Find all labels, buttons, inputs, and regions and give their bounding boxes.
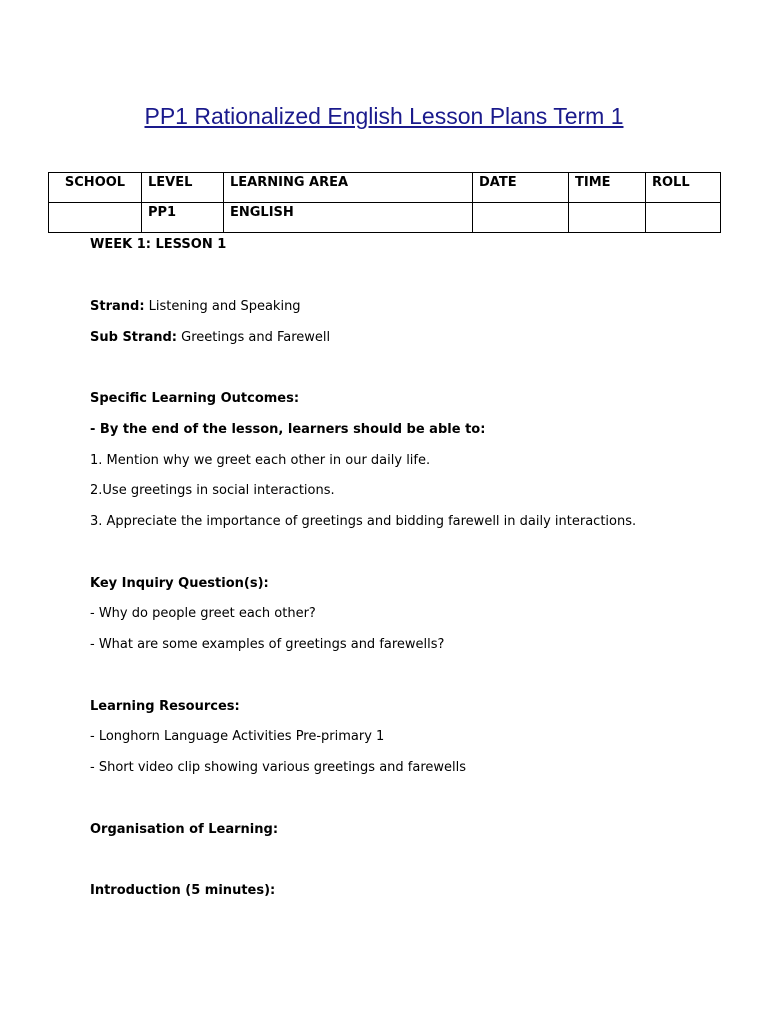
cell-time <box>569 203 646 233</box>
list-item: - Why do people greet each other? <box>90 606 316 621</box>
header-cell-learning-area: LEARNING AREA <box>224 173 473 203</box>
list-item: - Short video clip showing various greetings and farewells <box>90 760 467 775</box>
header-cell-roll: ROLL <box>646 173 721 203</box>
cell-level: PP1 <box>142 203 224 233</box>
resources-heading: Learning Resources: <box>90 699 240 714</box>
substrand-value: Greetings and Farewell <box>181 330 331 345</box>
outcomes-heading: Specific Learning Outcomes: <box>90 391 300 406</box>
header-cell-school: SCHOOL <box>49 173 142 203</box>
cell-learning-area: ENGLISH <box>224 203 473 233</box>
list-item: 2.Use greetings in social interactions. <box>90 483 335 498</box>
substrand-label: Sub Strand: <box>90 330 177 345</box>
document-title: PP1 Rationalized English Lesson Plans Term 1 <box>144 103 624 129</box>
organisation-heading: Organisation of Learning: <box>90 822 279 837</box>
header-cell-date: DATE <box>473 173 569 203</box>
week-lesson-heading: WEEK 1: LESSON 1 <box>90 237 227 252</box>
cell-roll <box>646 203 721 233</box>
header-cell-time: TIME <box>569 173 646 203</box>
table-row <box>49 203 721 233</box>
header-cell-level: LEVEL <box>142 173 224 203</box>
cell-date <box>473 203 569 233</box>
list-item: 1. Mention why we greet each other in our daily life. <box>90 453 431 468</box>
strand-line <box>90 299 301 314</box>
cell-school <box>49 203 142 233</box>
list-item: - What are some examples of greetings and farewells? <box>90 637 445 652</box>
strand-label: Strand: <box>90 299 145 314</box>
list-item: - Longhorn Language Activities Pre-primary 1 <box>90 729 385 744</box>
list-item: 3. Appreciate the importance of greetings and bidding farewell in daily interactions. <box>90 514 637 529</box>
introduction-heading: Introduction (5 minutes): <box>90 883 276 898</box>
outcomes-intro: - By the end of the lesson, learners should be able to: <box>90 422 486 437</box>
table-header-row <box>49 173 721 203</box>
inquiry-heading: Key Inquiry Question(s): <box>90 576 269 591</box>
strand-value: Listening and Speaking <box>148 299 301 314</box>
lesson-info-table <box>48 172 721 233</box>
substrand-line <box>90 330 330 345</box>
